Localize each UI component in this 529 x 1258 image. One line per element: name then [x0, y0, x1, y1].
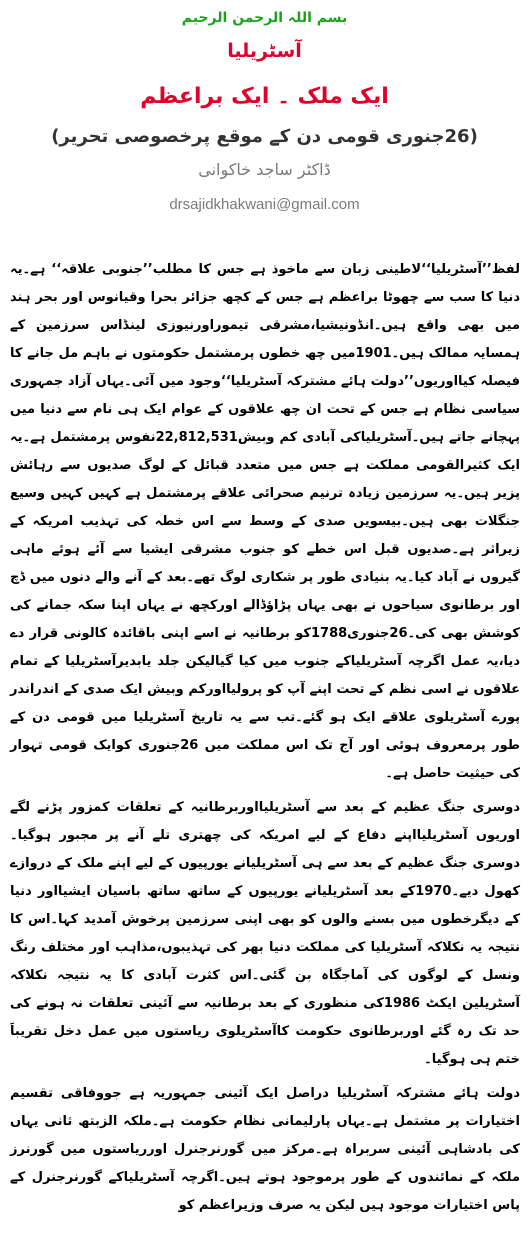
author-email: drsajidkhakwani@gmail.com [169, 196, 360, 213]
author-name: ڈاکٹر ساجد خاکوانی [198, 160, 331, 179]
article-body [10, 256, 520, 1226]
paragraph-2: دوسری جنگ عظیم کے بعد سے آسٹریلیااوربرطانیہ کے تعلقات کمزور پڑنے لگے اوریوں آسٹریلیااپنے دفاع کے لیے امریکہ کی چھتری تلے آنے پر مجبور ہوگیا۔دوسری جنگ عظیم کے بعد سے ہی آسٹریلیانے یورپیوں کے لیے اپنے ملک کے دروازے کھول دیے۔1970کے بعد آسٹریلیانے یورپیوں کے ساتھ ساتھ باسیان ایشیااور دنیا کے دیگرخطوں میں بسنے والوں کو بھی اپنی سرزمین پرخوش آمدید کہا۔اس کا نتیجہ یہ نکلاکہ آسٹریلیا کی مملکت دنیا بھر کی تہذیبوں،مذاہب اور مختلف رنگ ونسل کے لوگوں کی آماجگاہ بن گئی۔اس کثرت آبادی کا یہ نتیجہ نکلاکہ آسٹریلین ایکٹ 1986کی منظوری کے بعد برطانیہ سے آئینی تعلقات نہ ہونے کی حد تک رہ گئے اوربرطانوی حکومت کاآسٹریلوی ریاستوں میں عمل دخل تقریباََ ختم ہی ہوگیا۔ [10, 800, 521, 1067]
paragraph-3: دولت ہائے مشترکہ آسٹریلیا دراصل ایک آئینی جمہوریہ ہے جووفاقی تقسیم اختیارات پر مشتمل ہے۔یہاں پارلیمانی نظام حکومت ہے۔ملکہ الزبتھ ثانی یہاں کی بادشاہی آئینی سربراہ ہے۔مرکز میں گورنرجنرل اورریاستوں میں گورنرز ملکہ کے نمائندوں کے طور پرموجود ہوتے ہیں۔اگرچہ آسٹریلیاکے گورنرجنرل کے پاس اختیارات موجود ہیں لیکن یہ صرف وزیراعظم کو [10, 1086, 520, 1213]
occasion-note: (26جنوری قومی دن کے موقع پرخصوصی تحریر) [51, 126, 478, 147]
bismillah-heading: بسم اللہ الرحمن الرحیم [181, 10, 348, 26]
article-subtitle: ایک ملک ۔ ایک براعظم [140, 84, 389, 109]
article-title: آسٹریلیا [227, 40, 302, 62]
paragraph-1: لفظ’’آسٹریلیا‘‘لاطینی زبان سے ماخوذ ہے جس کا مطلب’’جنوبی علاقہ‘‘ ہے۔یہ دنیا کا سب سے چھوٹا براعظم ہے جس کے کچھ جزائر بحرا وقیانوس اور بحر ہند میں بھی واقع ہیں۔انڈونیشیا،مشرقی تیموراورنیوزی لینڈاس سرزمین کے ہمسایہ ممالک ہیں۔1901میں چھ خطوں پرمشتمل حکومتوں نے باہم مل جانے کا فیصلہ کیااوریوں’’دولت ہائے مشترکہ آسٹریلیا‘‘وجود میں آئی۔یہاں آزاد جمہوری سیاسی نظام ہے جس کے تحت ان چھ علاقوں کے عوام ایک ہی نام سے دنیا میں پہچانے جاتے ہیں۔آسٹریلیاکی آبادی کم وبیش22,812,531نفوس پرمشتمل ہے۔یہ ایک کثیرالقومی مملکت ہے جس میں متعدد قبائل کے لوگ صدیوں سے رہائش پزیر ہیں۔یہ سرزمین زیادہ ترنیم صحرائی علاقے پرمشتمل ہے کہیں کہیں وسیع جنگلات بھی ہیں۔بیسویں صدی کے وسط سے اس خطہ کی تہذیب امریکہ کے زیراثر ہے۔صدیوں قبل اس خطے کو جنوب مشرقی ایشیا سے آئے ہوئے ماہی گیروں نے آباد کیا۔یہ بنیادی طور پر شکاری لوگ تھے۔بعد کے آنے والے دنوں میں ڈچ اور برطانوی سیاحوں نے بھی یہاں پڑاؤڈالے اورکچھ نے یہاں اپنا سکہ جمانے کی کوشش بھی کی۔26جنوری1788کو برطانیہ نے اسے اپنی باقائدہ کالونی قرار دے دیا،یہ عمل اگرچہ آسٹریلیاکے جنوب میں کیا گیالیکن جلد یابدیرآسٹریلیا کے تمام علاقوں نے اسی نظم کے تحت اپنے آپ کو پرولیااورکم وبیش ایک صدی کے اندراندر پورے آسٹریلوی علاقے ایک ہو گئے۔تب سے یہ تاریخ آسٹریلیا میں قومی دن کے طور پرمعروف ہوئی اور آج تک اس مملکت میں 26جنوری کوایک قومی تہوار کی حیثیت حاصل ہے۔ [10, 262, 520, 781]
